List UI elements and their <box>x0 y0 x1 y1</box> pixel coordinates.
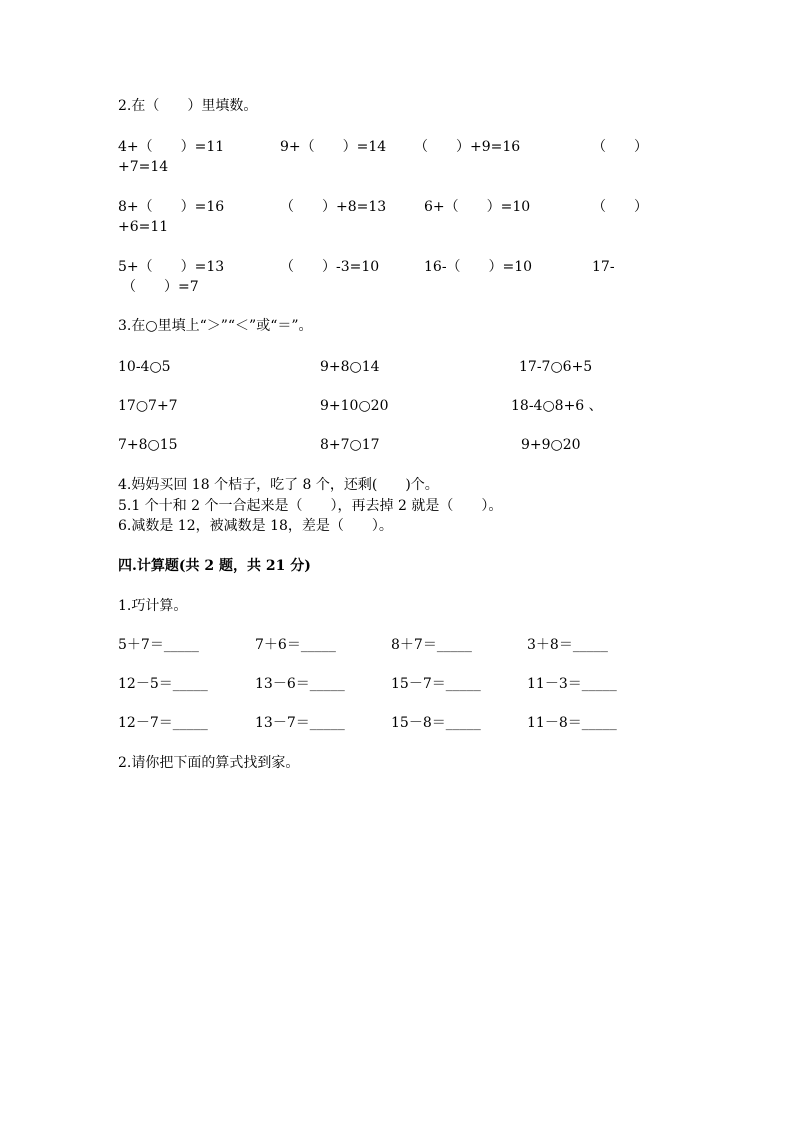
calc-cell: 7＋6＝_____ <box>255 637 336 653</box>
q2-cell: 6+（ ）=10 <box>424 199 531 215</box>
q2-cell: 16-（ ）=10 <box>424 259 533 275</box>
q2-heading: 2.在（ ）里填数。 <box>118 98 258 114</box>
calc-cell: 5＋7＝_____ <box>118 637 199 653</box>
q2-cell: （ ）+8=13 <box>280 199 387 215</box>
q3-heading: 3.在○里填上“＞”“＜”或“＝”。 <box>118 318 313 334</box>
q2-wrap: +6=11 <box>118 219 169 235</box>
q2-cell: 5+（ ）=13 <box>118 259 225 275</box>
q2-wrap: +7=14 <box>118 159 169 175</box>
q2-cell: 8+（ ）=16 <box>118 199 225 215</box>
q3-cell: 9+8○14 <box>320 359 380 375</box>
q2-cell: 4+（ ）=11 <box>118 139 225 155</box>
calc-cell: 8＋7＝_____ <box>391 637 472 653</box>
calc-cell: 3＋8＝_____ <box>527 637 608 653</box>
q2-cell: （ ）+9=16 <box>414 139 521 155</box>
q2-cell: 9+（ ）=14 <box>280 139 387 155</box>
q2-cell: （ ）-3=10 <box>280 259 380 275</box>
q5-text: 5.1 个十和 2 个一合起来是（ ），再去掉 2 就是（ ）。 <box>118 498 503 514</box>
q6-text: 6.减数是 12，被减数是 18，差是（ ）。 <box>118 518 393 534</box>
calc-cell: 11－8＝_____ <box>527 715 617 731</box>
section-title: 四.计算题(共 2 题，共 21 分) <box>118 558 311 574</box>
calc-cell: 13－6＝_____ <box>255 676 345 692</box>
s4-q1-heading: 1.巧计算。 <box>118 598 188 614</box>
q3-cell: 17○7+7 <box>118 398 178 414</box>
calc-cell: 13－7＝_____ <box>255 715 345 731</box>
s4-q2-heading: 2.请你把下面的算式找到家。 <box>118 755 300 771</box>
q3-cell: 17-7○6+5 <box>519 359 593 375</box>
q3-cell: 10-4○5 <box>118 359 171 375</box>
calc-cell: 15－7＝_____ <box>391 676 481 692</box>
q2-cell: （ ） <box>592 199 648 215</box>
q3-cell: 18-4○8+6 、 <box>511 398 603 414</box>
q3-cell: 8+7○17 <box>320 437 380 453</box>
q4-text: 4.妈妈买回 18 个桔子，吃了 8 个，还剩( )个。 <box>118 477 439 493</box>
calc-cell: 11－3＝_____ <box>527 676 617 692</box>
calc-cell: 12－7＝_____ <box>118 715 208 731</box>
q2-cell: 17- <box>592 259 615 275</box>
q2-wrap: （ ）=7 <box>122 279 199 295</box>
calc-cell: 15－8＝_____ <box>391 715 481 731</box>
q2-cell: （ ） <box>592 139 648 155</box>
q3-cell: 9+9○20 <box>521 437 581 453</box>
q3-cell: 7+8○15 <box>118 437 178 453</box>
calc-cell: 12－5＝_____ <box>118 676 208 692</box>
q3-cell: 9+10○20 <box>320 398 389 414</box>
